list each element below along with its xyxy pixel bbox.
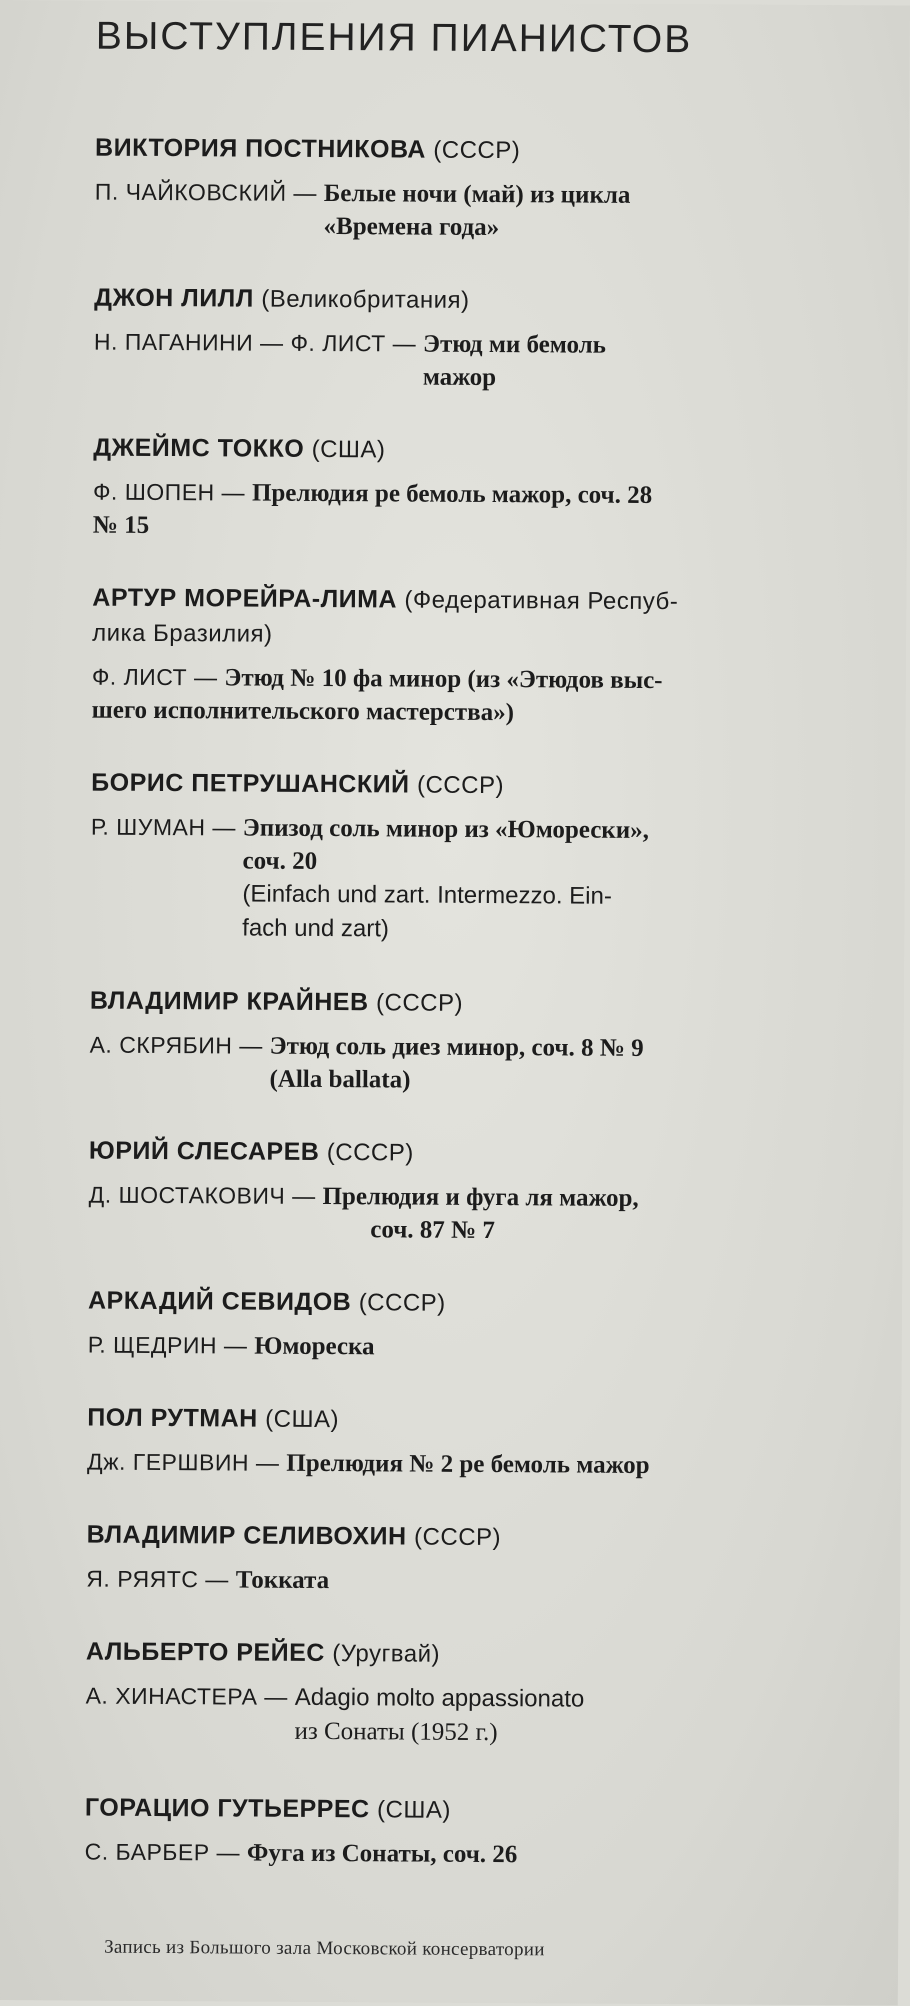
performer-line [87, 1401, 847, 1441]
work-line [85, 1836, 845, 1874]
performer-country: (США) [376, 1796, 451, 1824]
work-line [92, 661, 852, 699]
piece-title-line: из Сонаты (1952 г.) [294, 1717, 498, 1747]
piece-title-line: соч. 20 [242, 847, 318, 875]
piece-title [224, 661, 852, 698]
performer-name: БОРИС ПЕТРУШАНСКИЙ [91, 768, 410, 799]
piece-title-line: Этюд ми бемоль [422, 330, 607, 359]
piece-title-line: мажор [422, 363, 497, 392]
piece-note-line: fach und zart) [242, 914, 390, 943]
piece-title-cont [93, 509, 853, 547]
performer-country: (США) [265, 1405, 340, 1434]
piece-title [286, 1447, 847, 1483]
performer-country: (СССР) [433, 136, 521, 165]
composer-name: С. БАРБЕР — [84, 1838, 247, 1866]
composer-name: Р. ЩЕДРИН — [87, 1331, 255, 1359]
performance-entry [94, 281, 855, 397]
performer-line [94, 281, 854, 321]
piece-title-line: Эпизод соль минор из «Юморески», [242, 814, 649, 844]
composer-name: Н. ПАГАНИНИ — Ф. ЛИСТ — [93, 328, 424, 357]
performance-entry [95, 131, 856, 247]
composer-name: А. ХИНАСТЕРА — [85, 1682, 295, 1710]
performer-name: ВЛАДИМИР СЕЛИВОХИН [86, 1520, 407, 1551]
performer-country: (США) [311, 435, 386, 464]
performer-country: (Великобритания) [261, 285, 470, 314]
work-line [95, 176, 855, 247]
piece-title-line: Adagio molto appassionato [294, 1683, 585, 1713]
piece-title-line: соч. 87 № 7 [370, 1216, 496, 1245]
performer-name: ЮРИЙ СЛЕСАРЕВ [88, 1136, 320, 1166]
composer-name: Ф. ЛИСТ — [91, 663, 225, 691]
work-line-continued [93, 509, 853, 547]
performance-entry [93, 431, 854, 547]
piece-title-line: Прелюдия и фуга ля мажор, [322, 1182, 639, 1212]
piece-title [252, 477, 853, 514]
performance-entry [85, 1635, 846, 1752]
page-title: ВЫСТУПЛЕНИЯ ПИАНИСТОВ [95, 14, 693, 62]
performer-name: ГОРАЦИО ГУТЬЕРРЕС [84, 1793, 370, 1824]
performer-country: (СССР) [416, 771, 505, 800]
performer-name: АРТУР МОРЕЙРА-ЛИМА [92, 583, 398, 614]
performance-entry [92, 581, 853, 732]
performer-name: ПОЛ РУТМАН [87, 1403, 258, 1433]
piece-title-line: Прелюдия ре бемоль мажор, соч. 28 [251, 479, 653, 509]
composer-name: П. ЧАЙКОВСКИЙ — [94, 178, 324, 206]
performer-name: ВИКТОРИЯ ПОСТНИКОВА [95, 133, 426, 164]
performance-entry [87, 1401, 847, 1484]
performer-line [86, 1635, 846, 1675]
piece-title-line: Белые ночи (май) из цикла [323, 179, 631, 209]
composer-name: Ф. ШОПЕН — [92, 478, 253, 506]
performer-country: (СССР) [358, 1289, 446, 1317]
piece-title [242, 811, 851, 949]
performer-line [89, 1134, 849, 1174]
work-line [94, 326, 854, 397]
composer-name: Я. РЯЯТС — [86, 1565, 236, 1593]
performance-entry [88, 1284, 848, 1367]
piece-title-line: Этюд соль диез минор, соч. 8 № 9 [269, 1032, 644, 1062]
work-line [89, 1029, 849, 1100]
composer-name: Дж. ГЕРШВИН — [86, 1448, 287, 1476]
piece-title-line: (Alla ballata) [269, 1065, 411, 1094]
piece-title-line: шего исполнительского мастерства») [91, 696, 515, 727]
work-line [85, 1680, 845, 1752]
performer-country: (СССР) [414, 1523, 502, 1552]
performer-line [91, 766, 851, 806]
performer-country: (СССР) [375, 989, 464, 1017]
performance-entry [90, 766, 851, 950]
performance-entry [85, 1791, 845, 1874]
piece-title [294, 1681, 845, 1751]
composer-name: Р. ШУМАН — [90, 813, 243, 841]
piece-title-line: № 15 [92, 511, 150, 539]
performer-name: АЛЬБЕРТО РЕЙЕС [85, 1637, 325, 1668]
performance-entry [86, 1518, 846, 1601]
performer-name: ДЖОН ЛИЛЛ [94, 283, 254, 313]
piece-title-line: Фуга из Сонаты, соч. 26 [246, 1839, 518, 1869]
composer-name: А. СКРЯБИН — [89, 1031, 270, 1059]
performer-name: ВЛАДИМИР КРАЙНЕВ [89, 986, 369, 1017]
performer-line [87, 1518, 847, 1558]
performer-line [93, 431, 853, 471]
piece-title-line: Токката [235, 1566, 330, 1595]
piece-title-cont [92, 694, 852, 732]
piece-title-line: Прелюдия № 2 ре бемоль мажор [286, 1449, 650, 1479]
work-line [88, 1329, 848, 1367]
work-line-continued [92, 694, 852, 732]
performance-entry [88, 1134, 849, 1250]
performer-line [95, 131, 855, 171]
piece-title [324, 177, 855, 246]
work-line [87, 1446, 847, 1484]
work-line [88, 1179, 848, 1250]
performer-line-continued [92, 616, 852, 656]
work-line [86, 1563, 846, 1601]
piece-title [236, 1563, 847, 1600]
composer-name: Д. ШОСТАКОВИЧ — [88, 1181, 323, 1209]
piece-title [322, 1180, 849, 1249]
performer-line [85, 1791, 845, 1831]
performer-line [88, 1284, 848, 1324]
performer-line [90, 984, 850, 1024]
work-line [93, 476, 853, 514]
performer-name: АРКАДИЙ СЕВИДОВ [87, 1286, 352, 1317]
performer-country: (СССР) [326, 1139, 414, 1167]
piece-title [247, 1837, 845, 1874]
performer-country: (Федеративная Респуб- [404, 586, 679, 616]
piece-title [254, 1330, 848, 1367]
piece-title [423, 328, 854, 397]
piece-title [269, 1030, 849, 1100]
piece-title-line: «Времена года» [323, 212, 500, 242]
performer-name: ДЖЕЙМС ТОККО [93, 433, 305, 463]
recording-note: Запись из Большого зала Московской консерватории [104, 1936, 545, 1961]
performer-country: (Уругвай) [332, 1640, 441, 1668]
performance-entry [89, 984, 850, 1100]
piece-note-line: (Einfach und zart. Intermezzo. Ein- [242, 880, 612, 910]
performer-line [92, 581, 852, 621]
piece-title-line: Юмореска [254, 1332, 375, 1361]
piece-title-line: Этюд № 10 фа минор (из «Этюдов выс- [224, 664, 663, 695]
performer-country-cont: лика Бразилия) [92, 619, 273, 648]
work-line [90, 811, 851, 950]
